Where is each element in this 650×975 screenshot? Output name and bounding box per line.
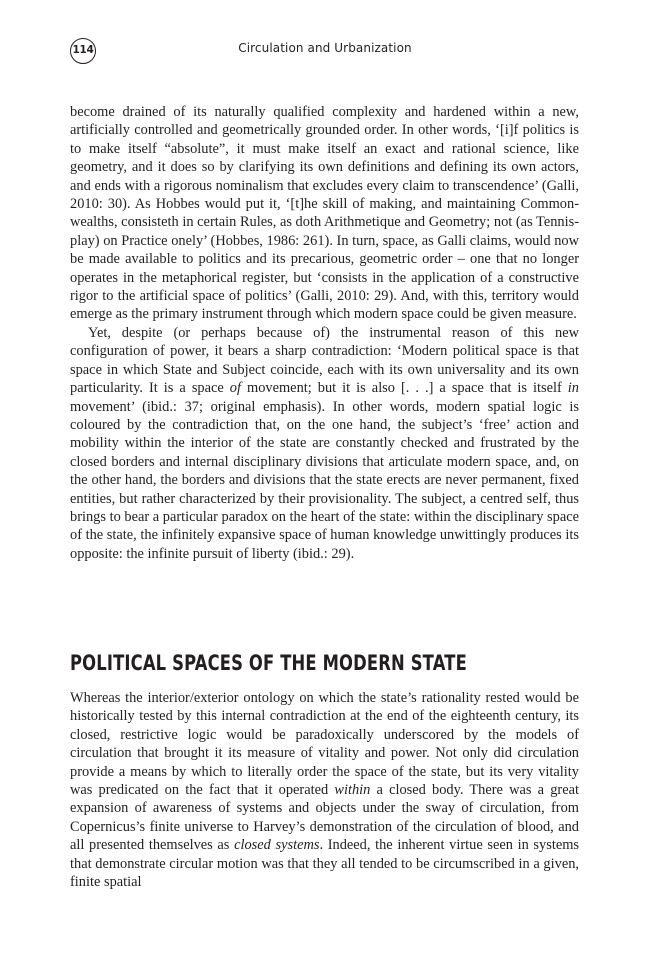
text-run: Yet, despite (or perhaps because of) the instrumental reason of this new configuration of power, it bears a sharp contradiction: ‘Modern political space is that space in which State and Subject coincide, each with its own universality and its own particularity. It is a space [70, 324, 579, 397]
paragraph [70, 689, 579, 891]
emphasis-run: within [334, 782, 371, 799]
page-number: 114 [70, 38, 96, 64]
text-run: a closed body. There was a great expansion of awareness of systems and objects under the sway of circulation, from Copernicus’s finite universe to Harvey’s demonstration of the circulation of blood, and all presented themselves as [70, 782, 579, 854]
text-run: . Indeed, the inherent virtue seen in systems that demonstrate circular motion was that they all tended to be circumscribed in a given, finite spatial [70, 837, 580, 891]
body-text-block [70, 103, 579, 563]
running-head: Circulation and Urbanization [238, 41, 412, 55]
text-run: become drained of its naturally qualified complexity and hardened within a new, artificially controlled and geometrically grounded order. In other words, ‘[i]f politics is to make itself “absolute”, it must make itself an exact and rational science, like geometry, and it does so by clarifying its own definitions and defining its own actors, and ends with a rigorous nominalism that excludes every claim to transcendence’ (Galli, 2010: 30). As Hobbes would put it, ‘[t]he skill of making, and maintaining Common-wealths, consisteth in certain Rules, as doth Arithmetique and Geometry; not (as Tennis-play) on Practice onely’ (Hobbes, 1986: 261). In turn, space, as Galli claims, would now be made available to politics and its precarious, geometric order – one that no longer operates in the metaphorical register, but ‘consists in the application of a constructive rigor to the artificial space of politics’ (Galli, 2010: 29). And, with this, territory would emerge as the primary instrument through which modern space could be given measure. [70, 104, 579, 323]
paragraph [70, 324, 579, 563]
emphasis-run: of [229, 380, 241, 397]
emphasis-run: in [567, 380, 579, 397]
paragraph [70, 103, 579, 324]
section-heading: POLITICAL SPACES OF THE MODERN STATE [70, 651, 467, 675]
text-run: Whereas the interior/exterior ontology on which the state’s rationality rested would be historically tested by this internal contradiction at the end of the eighteenth century, its closed, restrictive logic would be paradoxically underscored by the models of circulation that brought it its measure of vitality and power. Not only did circulation provide a means by which to literally order the space of the state, but its very vitality was predicated on the fact that it operated [70, 690, 579, 799]
emphasis-run: closed systems [234, 837, 320, 854]
body-text-block [70, 689, 579, 891]
text-run: movement; but it is also [. . .] a space that is itself [241, 380, 568, 397]
text-run: movement’ (ibid.: 37; original emphasis). In other words, modern spatial logic is coloured by the contradiction that, on the one hand, the subject’s ‘free’ action and mobility within the interior of the state are constantly checked and frustrated by the closed borders and internal disciplinary divisions that articulate modern space, and, on the other hand, the borders and divisions that the state erects are never permanent, fixed entities, but rather characterized by their provisionality. The subject, a centred self, thus brings to bear a particular paradox on the heart of the state: within the disciplinary space of the state, the infinitely expansive space of human knowledge unwittingly produces its opposite: the infinite pursuit of liberty (ibid.: 29). [70, 398, 579, 562]
